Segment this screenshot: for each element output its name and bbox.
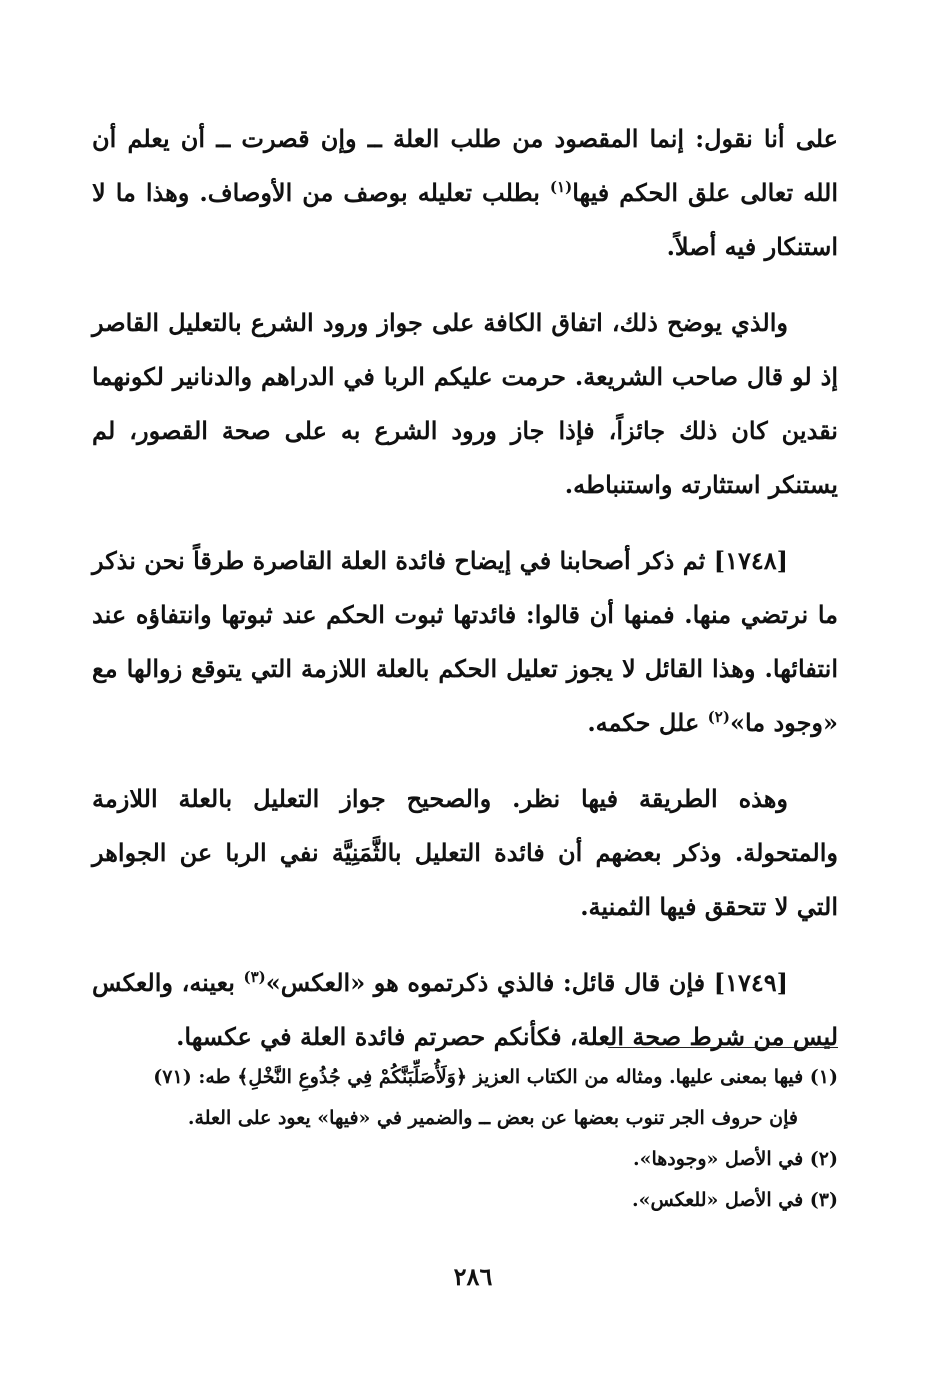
footnote-ref-2: (٢) — [707, 708, 730, 726]
footnote-2 — [92, 1139, 838, 1180]
footnote-1-number: (١) — [809, 1066, 838, 1088]
paragraph-2 — [92, 296, 838, 512]
footnote-2-number: (٢) — [809, 1148, 838, 1170]
page-number: ٢٨٦ — [453, 1262, 493, 1291]
footnote-divider — [608, 1047, 838, 1048]
footnote-1 — [92, 1057, 838, 1139]
footnote-3-number: (٣) — [809, 1189, 838, 1211]
footnote-1-line-2: فإن حروف الجر تنوب بعضها عن بعض ــ والضمير في «فيها» يعود على العلة. — [187, 1107, 798, 1129]
paragraph-5-text-a: [١٧٤٩] فإن قال قائل: فالذي ذكرتموه هو «العكس» — [265, 968, 788, 997]
footnote-3-text: في الأصل «للعكس». — [632, 1189, 810, 1211]
paragraph-4-text: وهذه الطريقة فيها نظر. والصحيح جواز التعليل بالعلة اللازمة والمتحولة. وذكر بعضهم أن فائدة التعليل بالثَّمَنِيَّة نفي الربا عن الجواهر التي لا تتحقق فيها الثمنية. — [92, 784, 838, 921]
footnote-ref-3: (٣) — [243, 968, 266, 986]
footnote-1-line-1: فيها بمعنى عليها. ومثاله من الكتاب العزيز ﴿وَلَأُصَلِّبَنَّكُمْ فِي جُذُوعِ النَّخْلِ﴾ طه: (٧١) — [153, 1066, 810, 1088]
paragraph-1-text-a: على أنا نقول: إنما المقصود من طلب العلة ــ وإن قصرت ــ أن يعلم أن الله تعالى علق الحكم فيها — [92, 124, 838, 207]
page-body — [92, 112, 838, 1312]
paragraph-3 — [92, 534, 838, 750]
paragraph-4 — [92, 772, 838, 934]
paragraph-1 — [92, 112, 838, 274]
footnote-ref-1: (١) — [549, 178, 573, 196]
footnote-2-text: في الأصل «وجودها». — [633, 1148, 810, 1170]
paragraph-5-text-b: بعينه، والعكس ليس من شرط صحة العلة، فكأنكم حصرتم فائدة العلة في عكسها. — [92, 968, 838, 1051]
paragraph-1-text-b: بطلب تعليله بوصف من الأوصاف. وهذا ما لا استنكار فيه أصلاً. — [92, 178, 838, 261]
paragraph-2-text: والذي يوضح ذلك، اتفاق الكافة على جواز ورود الشرع بالتعليل القاصر إذ لو قال صاحب الشريعة. حرمت عليكم الربا في الدراهم والدنانير لكونهما نقدين كان ذلك جائزاً، فإذا جاز ورود الشرع به على صحة القصور، لم يستنكر استثارته واستنباطه. — [92, 308, 838, 499]
paragraph-3-text-b: علل حكمه. — [587, 708, 708, 737]
paragraph-3-text-a: [١٧٤٨] ثم ذكر أصحابنا في إيضاح فائدة العلة القاصرة طرقاً نحن نذكر ما نرتضي منها. فمنها أن قالوا: فائدتها ثبوت الحكم عند ثبوتها وانتفاؤه عند انتفائها. وهذا القائل لا يجوز تعليل الحكم بالعلة اللازمة التي يتوقع زوالها مع «وجود ما» — [92, 546, 838, 737]
footnotes — [92, 1057, 838, 1221]
footnote-3 — [92, 1180, 838, 1221]
